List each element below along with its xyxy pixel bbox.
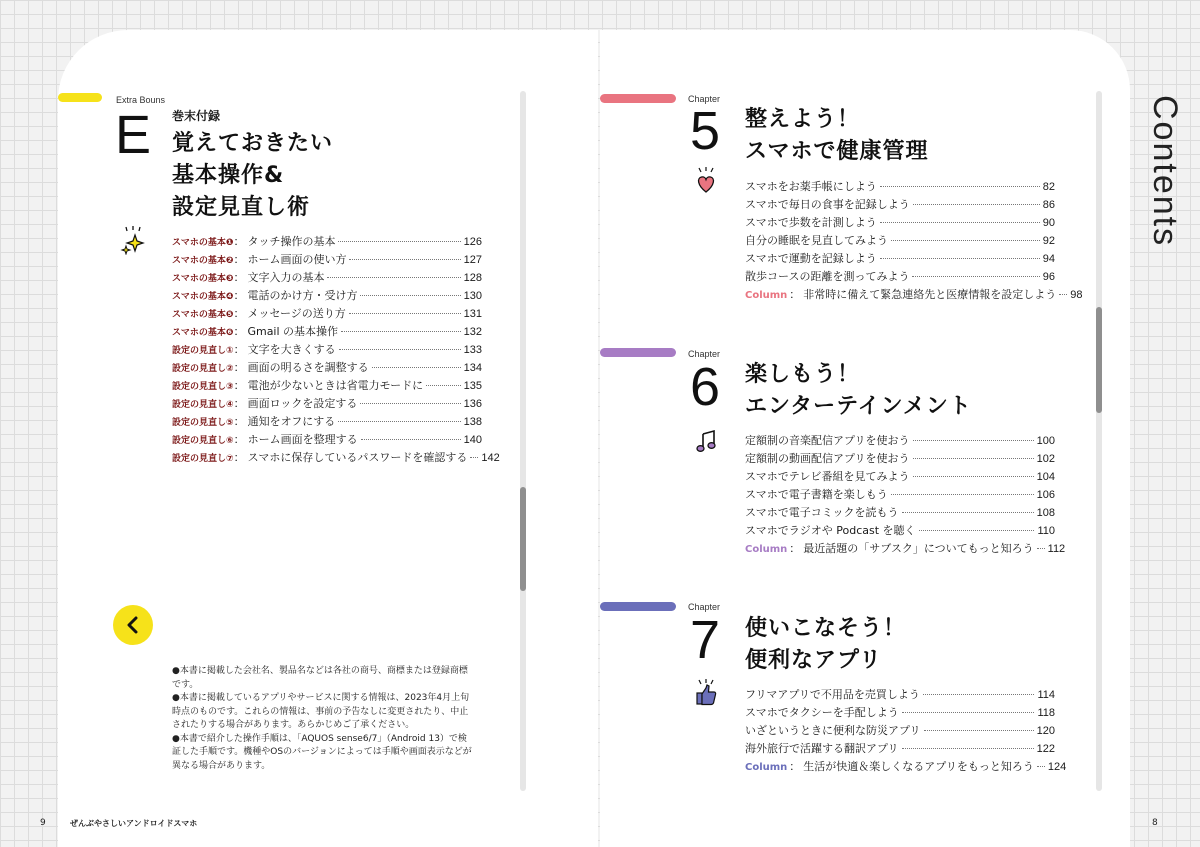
chapter6-title: [745, 359, 972, 423]
toc-row[interactable]: 設定の見直し④： 画面ロックを設定する 136: [172, 395, 482, 413]
toc-page: 104: [1036, 471, 1055, 483]
toc-page: 82: [1042, 181, 1055, 193]
column-label: Column: [745, 290, 788, 301]
toc-title: 生活が快適＆楽しくなるアプリをもっと知ろう: [803, 760, 1034, 773]
toc-tag: 設定の見直し①: [172, 346, 234, 356]
chapter5-title-line: スマホで健康管理: [745, 139, 929, 164]
toc-page: 126: [463, 236, 482, 248]
notes: [172, 665, 472, 773]
toc-page: 133: [463, 344, 482, 356]
toc-tag: 設定の見直し④: [172, 400, 234, 410]
chapter5-title: [745, 104, 929, 168]
toc-page: 94: [1042, 253, 1055, 265]
toc-row[interactable]: [745, 196, 1055, 214]
toc-row[interactable]: スマホの基本❸： 文字入力の基本 128: [172, 269, 482, 287]
toc-tag: 設定の見直し⑦: [172, 454, 234, 464]
column-label: Column: [745, 762, 788, 773]
toc-row[interactable]: [745, 504, 1055, 522]
toc-row[interactable]: 設定の見直し⑥： ホーム画面を整理する 140: [172, 431, 482, 449]
toc-tag: 設定の見直し⑥: [172, 436, 234, 446]
toc-title: スマホで運動を記録しよう: [745, 252, 877, 265]
toc-page: 142: [481, 452, 500, 464]
extra-color-bar: [58, 93, 102, 102]
toc-page: 136: [463, 398, 482, 410]
sparkle-icon: [120, 225, 146, 255]
toc-page: 131: [463, 308, 482, 320]
toc-column-row[interactable]: Column ： 生活が快適＆楽しくなるアプリをもっと知ろう 124: [745, 758, 1055, 776]
toc-page: 127: [463, 254, 482, 266]
toc-page: 106: [1036, 489, 1055, 501]
toc-title: 文字入力の基本: [247, 271, 325, 284]
toc-title: 定額制の動画配信アプリを使おう: [745, 452, 910, 465]
contents-title: Contents: [1146, 95, 1184, 248]
chapter5-toc: [745, 178, 1083, 304]
chapter6-color-bar: [600, 348, 676, 357]
toc-row[interactable]: スマホの基本❶： タッチ操作の基本 126: [172, 233, 482, 251]
chapter7-toc: [745, 686, 1067, 776]
toc-title: スマホでタクシーを手配しよう: [745, 706, 899, 719]
back-button[interactable]: [113, 605, 153, 645]
toc-title: 非常時に備えて緊急連絡先と医療情報を設定しよう: [803, 288, 1057, 301]
chapter6-label: Chapter: [688, 349, 721, 359]
extra-title-line: 設定見直し術: [172, 195, 311, 220]
extra-subtitle: 巻末付録: [172, 109, 221, 123]
toc-title: スマホでテレビ番組を見てみよう: [745, 470, 910, 483]
toc-title: メッセージの送り方: [247, 307, 346, 320]
toc-page: 134: [463, 362, 482, 374]
chapter7-title-line: 使いこなそう！: [745, 616, 907, 641]
toc-page: 124: [1047, 761, 1067, 773]
left-scroll-thumb[interactable]: [520, 487, 526, 591]
book-title: ぜんぶやさしいアンドロイドスマホ: [70, 819, 198, 828]
toc-page: 96: [1042, 271, 1055, 283]
toc-title: スマホで毎日の食事を記録しよう: [745, 198, 910, 211]
toc-page: 98: [1070, 289, 1083, 301]
toc-title: 画面の明るさを調整する: [247, 361, 369, 374]
thumbs-up-icon: [695, 678, 717, 706]
toc-tag: スマホの基本❹: [172, 292, 234, 302]
toc-page: 114: [1037, 689, 1055, 701]
toc-tag: スマホの基本❷: [172, 256, 234, 266]
extra-title-line: 覚えておきたい: [172, 131, 334, 156]
toc-page: 86: [1042, 199, 1055, 211]
toc-row[interactable]: スマホの基本❷： ホーム画面の使い方 127: [172, 251, 482, 269]
extra-toc: [172, 233, 500, 467]
toc-title: 海外旅行で活躍する翻訳アプリ: [745, 742, 899, 755]
toc-page: 132: [463, 326, 482, 338]
toc-title: 電話のかけ方・受け方: [247, 289, 358, 302]
right-scrollbar[interactable]: [1096, 91, 1102, 791]
toc-row[interactable]: [745, 722, 1055, 740]
column-label: Column: [745, 544, 788, 555]
toc-title: 自分の睡眠を見直してみよう: [745, 234, 888, 247]
toc-page: 110: [1037, 525, 1055, 537]
toc-title: 文字を大きくする: [247, 343, 336, 356]
toc-row[interactable]: [745, 468, 1055, 486]
toc-row[interactable]: [745, 432, 1055, 450]
toc-page: 92: [1042, 235, 1055, 247]
toc-title: 通知をオフにする: [247, 415, 336, 428]
note-text: ●本書に掲載しているアプリやサービスに関する情報は、2023年4月上旬時点のものです。これらの情報は、事前の予告なしに変更されたり、中止されたりする場合があります。あらかじめご了承ください。: [172, 693, 470, 730]
toc-tag: スマホの基本❸: [172, 274, 234, 284]
chapter6-title-line: 楽しもう！: [745, 362, 861, 387]
toc-row[interactable]: 設定の見直し③： 電池が少ないときは省電力モードに 135: [172, 377, 482, 395]
chapter5-color-bar: [600, 94, 676, 103]
toc-title: スマホで電子コミックを読もう: [745, 506, 899, 519]
left-scrollbar[interactable]: [520, 91, 526, 791]
toc-title: スマホで電子書籍を楽しもう: [745, 488, 888, 501]
chevron-left-icon: [125, 616, 141, 634]
toc-page: 138: [463, 416, 482, 428]
chapter7-label: Chapter: [688, 602, 721, 612]
chapter7-number: 7: [690, 610, 721, 670]
toc-page: 128: [463, 272, 482, 284]
toc-page: 122: [1036, 743, 1055, 755]
toc-page: 120: [1036, 725, 1055, 737]
extra-letter: E: [115, 105, 152, 165]
toc-row[interactable]: [745, 250, 1055, 268]
toc-row[interactable]: [745, 232, 1055, 250]
toc-title: スマホをお薬手帳にしよう: [745, 180, 877, 193]
toc-row[interactable]: 設定の見直し⑦： スマホに保存しているパスワードを確認する 142: [172, 449, 482, 467]
toc-row[interactable]: [745, 178, 1055, 196]
toc-row[interactable]: 設定の見直し②： 画面の明るさを調整する 134: [172, 359, 482, 377]
left-page-number: 9: [40, 818, 46, 828]
toc-column-row[interactable]: Column ： 最近話題の「サブスク」についてもっと知ろう 112: [745, 540, 1055, 558]
toc-tag: スマホの基本❻: [172, 328, 234, 338]
toc-page: 112: [1047, 543, 1066, 555]
toc-row[interactable]: [745, 268, 1055, 286]
toc-title: フリマアプリで不用品を売買しよう: [745, 688, 920, 701]
toc-column-row[interactable]: Column ： 非常時に備えて緊急連絡先と医療情報を設定しよう 98: [745, 286, 1055, 304]
toc-row[interactable]: 設定の見直し①： 文字を大きくする 133: [172, 341, 482, 359]
toc-row[interactable]: [745, 686, 1055, 704]
chapter5-number: 5: [690, 101, 721, 161]
toc-row[interactable]: [745, 740, 1055, 758]
chapter7-color-bar: [600, 602, 676, 611]
toc-title: スマホでラジオや Podcast を聴く: [745, 524, 916, 537]
toc-page: 140: [463, 434, 482, 446]
note-text: ●本書に掲載した会社名、製品名などは各社の商号、商標または登録商標です。: [172, 666, 468, 690]
chapter5-label: Chapter: [688, 94, 721, 104]
heart-icon: [695, 166, 717, 194]
toc-tag: 設定の見直し③: [172, 382, 234, 392]
chapter6-title-line: エンターテインメント: [745, 394, 972, 419]
toc-title: タッチ操作の基本: [247, 235, 336, 248]
toc-title: いざというときに便利な防災アプリ: [745, 724, 921, 737]
toc-row[interactable]: [745, 450, 1055, 468]
toc-tag: 設定の見直し⑤: [172, 418, 234, 428]
toc-row[interactable]: スマホの基本❺： メッセージの送り方 131: [172, 305, 482, 323]
toc-title: 最近話題の「サブスク」についてもっと知ろう: [803, 542, 1034, 555]
toc-title: ホーム画面を整理する: [247, 433, 358, 446]
toc-page: 90: [1042, 217, 1055, 229]
toc-title: 電池が少ないときは省電力モードに: [247, 379, 424, 392]
chapter7-title-line: 便利なアプリ: [745, 648, 883, 673]
music-note-icon: [695, 428, 717, 454]
toc-title: Gmail の基本操作: [247, 325, 339, 338]
chapter6-toc: [745, 432, 1066, 558]
chapter6-number: 6: [690, 357, 721, 417]
toc-tag: 設定の見直し②: [172, 364, 234, 374]
toc-title: ホーム画面の使い方: [247, 253, 347, 266]
toc-row[interactable]: [745, 486, 1055, 504]
toc-tag: スマホの基本❺: [172, 310, 234, 320]
toc-row[interactable]: [745, 214, 1055, 232]
chapter5-title-line: 整えよう！: [745, 107, 861, 132]
toc-row[interactable]: スマホの基本❻： Gmail の基本操作 132: [172, 323, 482, 341]
toc-title: スマホで歩数を計測しよう: [745, 216, 877, 229]
toc-title: 定額制の音楽配信アプリを使おう: [745, 434, 910, 447]
toc-page: 130: [463, 290, 482, 302]
toc-title: 散歩コースの距離を測ってみよう: [745, 270, 910, 283]
toc-page: 118: [1037, 707, 1055, 719]
right-scroll-thumb[interactable]: [1096, 307, 1102, 413]
chapter7-title: [745, 613, 906, 677]
toc-row[interactable]: [745, 704, 1055, 722]
toc-page: 100: [1036, 435, 1055, 447]
toc-page: 135: [463, 380, 482, 392]
right-page-number: 8: [1152, 818, 1158, 828]
toc-title: スマホに保存しているパスワードを確認する: [247, 451, 468, 464]
toc-page: 108: [1036, 507, 1055, 519]
extra-label: Extra Bouns: [116, 95, 166, 105]
toc-row[interactable]: スマホの基本❹： 電話のかけ方・受け方 130: [172, 287, 482, 305]
toc-row[interactable]: [745, 522, 1055, 540]
extra-title-line: 基本操作&: [172, 163, 285, 188]
extra-title: [172, 128, 333, 224]
toc-tag: スマホの基本❶: [172, 238, 234, 248]
toc-title: 画面ロックを設定する: [247, 397, 358, 410]
toc-page: 102: [1036, 453, 1055, 465]
note-text: ●本書で紹介した操作手順は、「AQUOS sense6/7」（Android 13）で検証した手順です。機種やOSのバージョンによっては手順や画面表示などが異なる場合があります。: [172, 733, 472, 771]
toc-row[interactable]: 設定の見直し⑤： 通知をオフにする 138: [172, 413, 482, 431]
